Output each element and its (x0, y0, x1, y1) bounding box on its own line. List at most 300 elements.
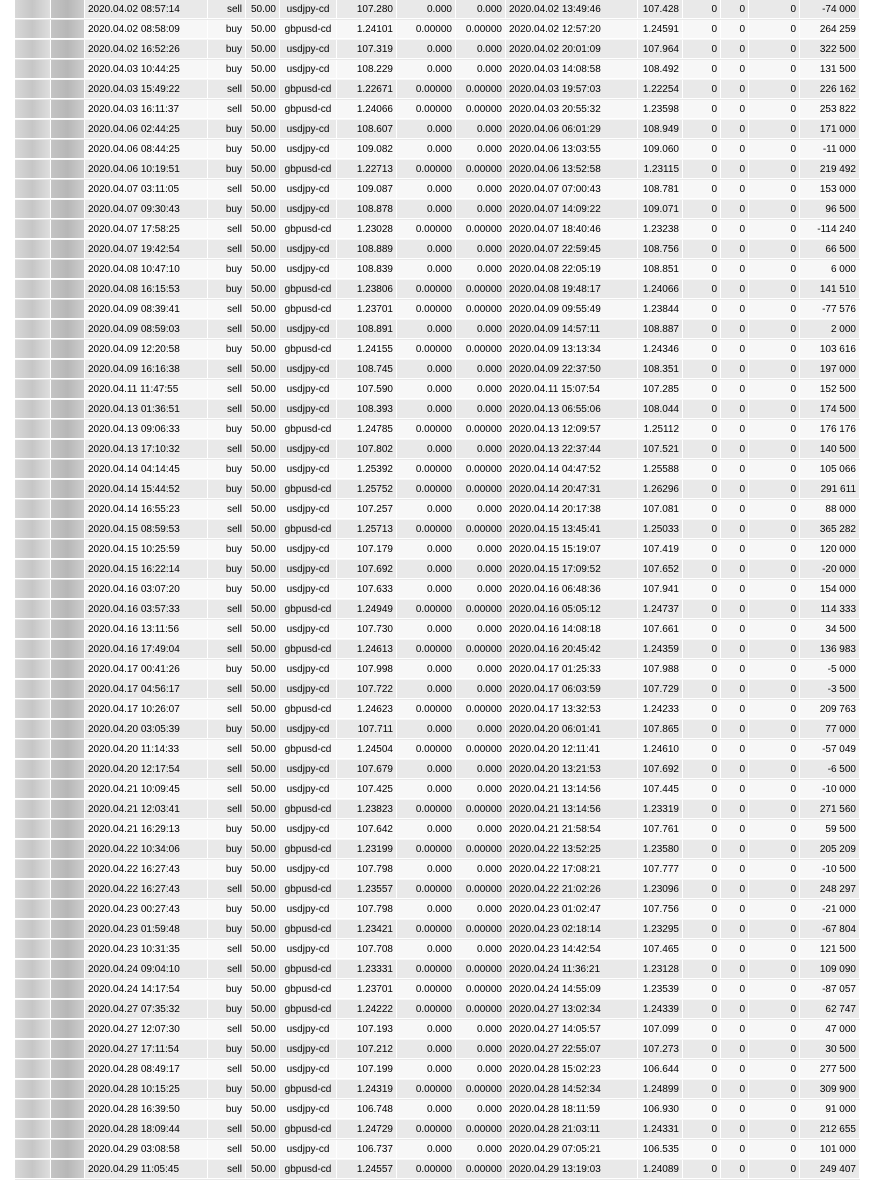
cell-tax: 0 (749, 1000, 800, 1019)
cell-type: sell (208, 880, 246, 899)
cell-open-price: 107.998 (337, 660, 397, 679)
cell-type: buy (208, 340, 246, 359)
cell-profit: 101 000 (800, 1140, 860, 1159)
cell-close-time: 2020.04.06 06:01:29 (506, 120, 638, 139)
table-row (15, 460, 860, 480)
cell-swap: 0 (721, 1080, 749, 1099)
cell-account (51, 20, 85, 39)
cell-tp: 0.00000 (456, 80, 506, 99)
cell-sl: 0.000 (397, 620, 456, 639)
cell-swap: 0 (721, 460, 749, 479)
cell-open-price: 109.082 (337, 140, 397, 159)
cell-id (15, 820, 51, 839)
cell-type: sell (208, 640, 246, 659)
cell-commission: 0 (683, 1080, 721, 1099)
cell-open-price: 107.730 (337, 620, 397, 639)
cell-close-price: 106.535 (638, 1140, 683, 1159)
cell-sl: 0.00000 (397, 740, 456, 759)
cell-type: sell (208, 300, 246, 319)
cell-type: sell (208, 1160, 246, 1179)
cell-type: sell (208, 1060, 246, 1079)
table-row (15, 860, 860, 880)
cell-close-time: 2020.04.09 13:13:34 (506, 340, 638, 359)
cell-tax: 0 (749, 600, 800, 619)
cell-symbol: gbpusd-cd (280, 880, 337, 899)
cell-lots: 50.00 (246, 780, 280, 799)
cell-swap: 0 (721, 40, 749, 59)
cell-tp: 0.000 (456, 0, 506, 19)
cell-close-price: 107.761 (638, 820, 683, 839)
cell-account (51, 0, 85, 19)
table-row (15, 1100, 860, 1120)
cell-close-time: 2020.04.29 13:19:03 (506, 1160, 638, 1179)
cell-sl: 0.000 (397, 1140, 456, 1159)
cell-commission: 0 (683, 640, 721, 659)
cell-swap: 0 (721, 1140, 749, 1159)
cell-symbol: usdjpy-cd (280, 0, 337, 19)
cell-profit: 309 900 (800, 1080, 860, 1099)
cell-swap: 0 (721, 180, 749, 199)
table-row (15, 40, 860, 60)
cell-lots: 50.00 (246, 1060, 280, 1079)
cell-type: sell (208, 220, 246, 239)
cell-tax: 0 (749, 300, 800, 319)
cell-close-price: 107.652 (638, 560, 683, 579)
table-row (15, 980, 860, 1000)
cell-close-time: 2020.04.23 02:18:14 (506, 920, 638, 939)
cell-tp: 0.00000 (456, 520, 506, 539)
cell-commission: 0 (683, 460, 721, 479)
cell-lots: 50.00 (246, 860, 280, 879)
cell-close-price: 1.24346 (638, 340, 683, 359)
cell-open-price: 107.425 (337, 780, 397, 799)
cell-tax: 0 (749, 140, 800, 159)
cell-open-time: 2020.04.21 16:29:13 (85, 820, 208, 839)
cell-close-time: 2020.04.15 17:09:52 (506, 560, 638, 579)
cell-account (51, 580, 85, 599)
cell-sl: 0.000 (397, 400, 456, 419)
cell-sl: 0.00000 (397, 460, 456, 479)
table-row (15, 1000, 860, 1020)
cell-commission: 0 (683, 440, 721, 459)
cell-symbol: gbpusd-cd (280, 960, 337, 979)
table-row (15, 740, 860, 760)
cell-account (51, 340, 85, 359)
cell-open-price: 1.22713 (337, 160, 397, 179)
cell-tp: 0.000 (456, 680, 506, 699)
cell-sl: 0.000 (397, 560, 456, 579)
cell-tp: 0.00000 (456, 220, 506, 239)
table-row (15, 600, 860, 620)
cell-sl: 0.000 (397, 680, 456, 699)
cell-open-time: 2020.04.03 15:49:22 (85, 80, 208, 99)
cell-profit: 277 500 (800, 1060, 860, 1079)
cell-id (15, 860, 51, 879)
cell-profit: 77 000 (800, 720, 860, 739)
cell-type: sell (208, 1020, 246, 1039)
cell-tax: 0 (749, 1160, 800, 1179)
cell-lots: 50.00 (246, 1160, 280, 1179)
cell-sl: 0.000 (397, 860, 456, 879)
cell-swap: 0 (721, 880, 749, 899)
cell-lots: 50.00 (246, 720, 280, 739)
cell-id (15, 660, 51, 679)
cell-id (15, 160, 51, 179)
cell-close-price: 1.25588 (638, 460, 683, 479)
cell-sl: 0.00000 (397, 420, 456, 439)
cell-type: sell (208, 180, 246, 199)
cell-profit: -114 240 (800, 220, 860, 239)
cell-swap: 0 (721, 1160, 749, 1179)
cell-sl: 0.000 (397, 1020, 456, 1039)
cell-lots: 50.00 (246, 740, 280, 759)
cell-lots: 50.00 (246, 80, 280, 99)
cell-type: buy (208, 660, 246, 679)
cell-commission: 0 (683, 1100, 721, 1119)
cell-account (51, 80, 85, 99)
cell-tax: 0 (749, 1020, 800, 1039)
cell-commission: 0 (683, 320, 721, 339)
cell-tp: 0.00000 (456, 340, 506, 359)
cell-swap: 0 (721, 1100, 749, 1119)
cell-id (15, 380, 51, 399)
table-row (15, 900, 860, 920)
cell-tax: 0 (749, 260, 800, 279)
cell-type: buy (208, 900, 246, 919)
cell-close-price: 107.964 (638, 40, 683, 59)
cell-type: buy (208, 1000, 246, 1019)
cell-symbol: gbpusd-cd (280, 800, 337, 819)
cell-open-time: 2020.04.20 12:17:54 (85, 760, 208, 779)
cell-account (51, 60, 85, 79)
cell-tp: 0.00000 (456, 880, 506, 899)
cell-close-price: 107.941 (638, 580, 683, 599)
cell-type: sell (208, 740, 246, 759)
cell-close-price: 107.661 (638, 620, 683, 639)
cell-tp: 0.000 (456, 860, 506, 879)
cell-commission: 0 (683, 180, 721, 199)
cell-profit: -77 576 (800, 300, 860, 319)
table-row (15, 1080, 860, 1100)
cell-profit: -5 000 (800, 660, 860, 679)
cell-sl: 0.000 (397, 900, 456, 919)
cell-tax: 0 (749, 280, 800, 299)
cell-account (51, 280, 85, 299)
cell-sl: 0.00000 (397, 220, 456, 239)
cell-symbol: gbpusd-cd (280, 420, 337, 439)
cell-sl: 0.00000 (397, 340, 456, 359)
cell-tax: 0 (749, 360, 800, 379)
cell-account (51, 820, 85, 839)
cell-sl: 0.00000 (397, 1160, 456, 1179)
cell-sl: 0.000 (397, 180, 456, 199)
cell-lots: 50.00 (246, 300, 280, 319)
cell-account (51, 260, 85, 279)
cell-type: buy (208, 860, 246, 879)
cell-lots: 50.00 (246, 40, 280, 59)
cell-open-time: 2020.04.27 12:07:30 (85, 1020, 208, 1039)
cell-tp: 0.00000 (456, 1160, 506, 1179)
cell-profit: 176 176 (800, 420, 860, 439)
cell-tp: 0.00000 (456, 1000, 506, 1019)
cell-account (51, 980, 85, 999)
cell-lots: 50.00 (246, 220, 280, 239)
cell-account (51, 300, 85, 319)
cell-swap: 0 (721, 0, 749, 19)
cell-type: buy (208, 820, 246, 839)
cell-tax: 0 (749, 480, 800, 499)
cell-swap: 0 (721, 140, 749, 159)
cell-type: buy (208, 480, 246, 499)
cell-tp: 0.00000 (456, 1120, 506, 1139)
cell-lots: 50.00 (246, 500, 280, 519)
cell-commission: 0 (683, 900, 721, 919)
cell-lots: 50.00 (246, 100, 280, 119)
cell-close-time: 2020.04.08 22:05:19 (506, 260, 638, 279)
cell-commission: 0 (683, 720, 721, 739)
cell-tp: 0.000 (456, 760, 506, 779)
cell-tax: 0 (749, 580, 800, 599)
cell-open-time: 2020.04.27 07:35:32 (85, 1000, 208, 1019)
cell-tp: 0.000 (456, 940, 506, 959)
cell-sl: 0.00000 (397, 960, 456, 979)
cell-id (15, 500, 51, 519)
cell-commission: 0 (683, 120, 721, 139)
cell-swap: 0 (721, 240, 749, 259)
cell-symbol: gbpusd-cd (280, 1000, 337, 1019)
cell-symbol: gbpusd-cd (280, 700, 337, 719)
cell-open-price: 107.199 (337, 1060, 397, 1079)
cell-close-time: 2020.04.16 05:05:12 (506, 600, 638, 619)
cell-account (51, 380, 85, 399)
cell-commission: 0 (683, 220, 721, 239)
table-row (15, 940, 860, 960)
cell-sl: 0.00000 (397, 980, 456, 999)
cell-commission: 0 (683, 480, 721, 499)
cell-open-price: 1.24066 (337, 100, 397, 119)
cell-tp: 0.000 (456, 1140, 506, 1159)
cell-symbol: usdjpy-cd (280, 1020, 337, 1039)
cell-symbol: usdjpy-cd (280, 620, 337, 639)
table-row (15, 1020, 860, 1040)
table-row (15, 400, 860, 420)
cell-id (15, 1160, 51, 1179)
cell-tp: 0.00000 (456, 840, 506, 859)
cell-swap: 0 (721, 1000, 749, 1019)
cell-commission: 0 (683, 200, 721, 219)
cell-open-time: 2020.04.20 11:14:33 (85, 740, 208, 759)
cell-open-time: 2020.04.06 02:44:25 (85, 120, 208, 139)
cell-tax: 0 (749, 500, 800, 519)
cell-tax: 0 (749, 400, 800, 419)
cell-type: sell (208, 500, 246, 519)
cell-commission: 0 (683, 1140, 721, 1159)
cell-swap: 0 (721, 280, 749, 299)
cell-type: buy (208, 20, 246, 39)
cell-tax: 0 (749, 1060, 800, 1079)
cell-sl: 0.000 (397, 660, 456, 679)
cell-open-time: 2020.04.07 19:42:54 (85, 240, 208, 259)
cell-sl: 0.000 (397, 760, 456, 779)
cell-tp: 0.000 (456, 540, 506, 559)
cell-profit: 248 297 (800, 880, 860, 899)
cell-lots: 50.00 (246, 560, 280, 579)
cell-commission: 0 (683, 540, 721, 559)
cell-sl: 0.000 (397, 240, 456, 259)
cell-sl: 0.000 (397, 1100, 456, 1119)
cell-close-time: 2020.04.07 18:40:46 (506, 220, 638, 239)
cell-id (15, 1100, 51, 1119)
cell-id (15, 0, 51, 19)
cell-close-time: 2020.04.21 13:14:56 (506, 800, 638, 819)
cell-open-price: 1.23701 (337, 300, 397, 319)
cell-account (51, 920, 85, 939)
cell-tax: 0 (749, 1120, 800, 1139)
cell-tax: 0 (749, 380, 800, 399)
cell-type: sell (208, 520, 246, 539)
cell-id (15, 720, 51, 739)
cell-account (51, 400, 85, 419)
cell-swap: 0 (721, 940, 749, 959)
cell-swap: 0 (721, 20, 749, 39)
cell-profit: 253 822 (800, 100, 860, 119)
cell-open-price: 1.24557 (337, 1160, 397, 1179)
cell-open-time: 2020.04.09 12:20:58 (85, 340, 208, 359)
cell-tp: 0.00000 (456, 280, 506, 299)
cell-commission: 0 (683, 860, 721, 879)
cell-tax: 0 (749, 180, 800, 199)
cell-close-time: 2020.04.22 21:02:26 (506, 880, 638, 899)
cell-symbol: gbpusd-cd (280, 1080, 337, 1099)
cell-tax: 0 (749, 240, 800, 259)
cell-profit: 152 500 (800, 380, 860, 399)
cell-type: sell (208, 400, 246, 419)
cell-profit: 205 209 (800, 840, 860, 859)
cell-tax: 0 (749, 820, 800, 839)
cell-id (15, 240, 51, 259)
cell-profit: 291 611 (800, 480, 860, 499)
cell-profit: -67 804 (800, 920, 860, 939)
cell-profit: 226 162 (800, 80, 860, 99)
cell-close-price: 1.24339 (638, 1000, 683, 1019)
cell-id (15, 480, 51, 499)
cell-sl: 0.00000 (397, 280, 456, 299)
cell-close-price: 108.949 (638, 120, 683, 139)
cell-commission: 0 (683, 760, 721, 779)
cell-commission: 0 (683, 400, 721, 419)
cell-account (51, 520, 85, 539)
cell-account (51, 880, 85, 899)
cell-close-price: 107.445 (638, 780, 683, 799)
table-row (15, 280, 860, 300)
cell-lots: 50.00 (246, 880, 280, 899)
cell-profit: 153 000 (800, 180, 860, 199)
cell-close-price: 109.071 (638, 200, 683, 219)
table-row (15, 240, 860, 260)
cell-swap: 0 (721, 580, 749, 599)
cell-symbol: gbpusd-cd (280, 160, 337, 179)
cell-tp: 0.000 (456, 1020, 506, 1039)
cell-close-time: 2020.04.20 13:21:53 (506, 760, 638, 779)
cell-open-price: 1.24623 (337, 700, 397, 719)
cell-lots: 50.00 (246, 800, 280, 819)
cell-account (51, 1140, 85, 1159)
cell-account (51, 220, 85, 239)
cell-id (15, 40, 51, 59)
cell-account (51, 700, 85, 719)
cell-tp: 0.000 (456, 260, 506, 279)
cell-commission: 0 (683, 1020, 721, 1039)
cell-type: buy (208, 260, 246, 279)
cell-symbol: usdjpy-cd (280, 580, 337, 599)
cell-symbol: usdjpy-cd (280, 860, 337, 879)
cell-lots: 50.00 (246, 580, 280, 599)
cell-id (15, 580, 51, 599)
cell-open-price: 107.179 (337, 540, 397, 559)
cell-id (15, 100, 51, 119)
cell-close-price: 106.930 (638, 1100, 683, 1119)
cell-close-time: 2020.04.17 01:25:33 (506, 660, 638, 679)
cell-account (51, 200, 85, 219)
cell-id (15, 1000, 51, 1019)
cell-profit: 59 500 (800, 820, 860, 839)
cell-profit: 105 066 (800, 460, 860, 479)
cell-open-time: 2020.04.17 00:41:26 (85, 660, 208, 679)
cell-account (51, 1000, 85, 1019)
cell-close-time: 2020.04.13 22:37:44 (506, 440, 638, 459)
cell-profit: -74 000 (800, 0, 860, 19)
cell-id (15, 300, 51, 319)
cell-close-price: 1.23128 (638, 960, 683, 979)
cell-tax: 0 (749, 620, 800, 639)
cell-open-price: 108.878 (337, 200, 397, 219)
cell-tp: 0.000 (456, 780, 506, 799)
cell-close-price: 1.24233 (638, 700, 683, 719)
cell-commission: 0 (683, 620, 721, 639)
cell-close-time: 2020.04.21 13:14:56 (506, 780, 638, 799)
cell-open-price: 107.708 (337, 940, 397, 959)
cell-symbol: usdjpy-cd (280, 500, 337, 519)
cell-sl: 0.00000 (397, 640, 456, 659)
cell-sl: 0.000 (397, 820, 456, 839)
cell-close-price: 1.23295 (638, 920, 683, 939)
cell-sl: 0.000 (397, 140, 456, 159)
cell-open-price: 108.889 (337, 240, 397, 259)
cell-tax: 0 (749, 460, 800, 479)
table-row (15, 340, 860, 360)
cell-tp: 0.000 (456, 1060, 506, 1079)
cell-id (15, 920, 51, 939)
cell-swap: 0 (721, 820, 749, 839)
cell-commission: 0 (683, 600, 721, 619)
cell-type: sell (208, 380, 246, 399)
cell-sl: 0.000 (397, 940, 456, 959)
cell-id (15, 900, 51, 919)
cell-close-time: 2020.04.23 01:02:47 (506, 900, 638, 919)
cell-tax: 0 (749, 80, 800, 99)
cell-lots: 50.00 (246, 1100, 280, 1119)
cell-open-price: 107.692 (337, 560, 397, 579)
cell-sl: 0.00000 (397, 920, 456, 939)
cell-type: buy (208, 1080, 246, 1099)
cell-profit: -3 500 (800, 680, 860, 699)
cell-tp: 0.000 (456, 500, 506, 519)
cell-open-time: 2020.04.22 16:27:43 (85, 880, 208, 899)
cell-tax: 0 (749, 900, 800, 919)
cell-symbol: gbpusd-cd (280, 920, 337, 939)
cell-account (51, 100, 85, 119)
table-row (15, 880, 860, 900)
